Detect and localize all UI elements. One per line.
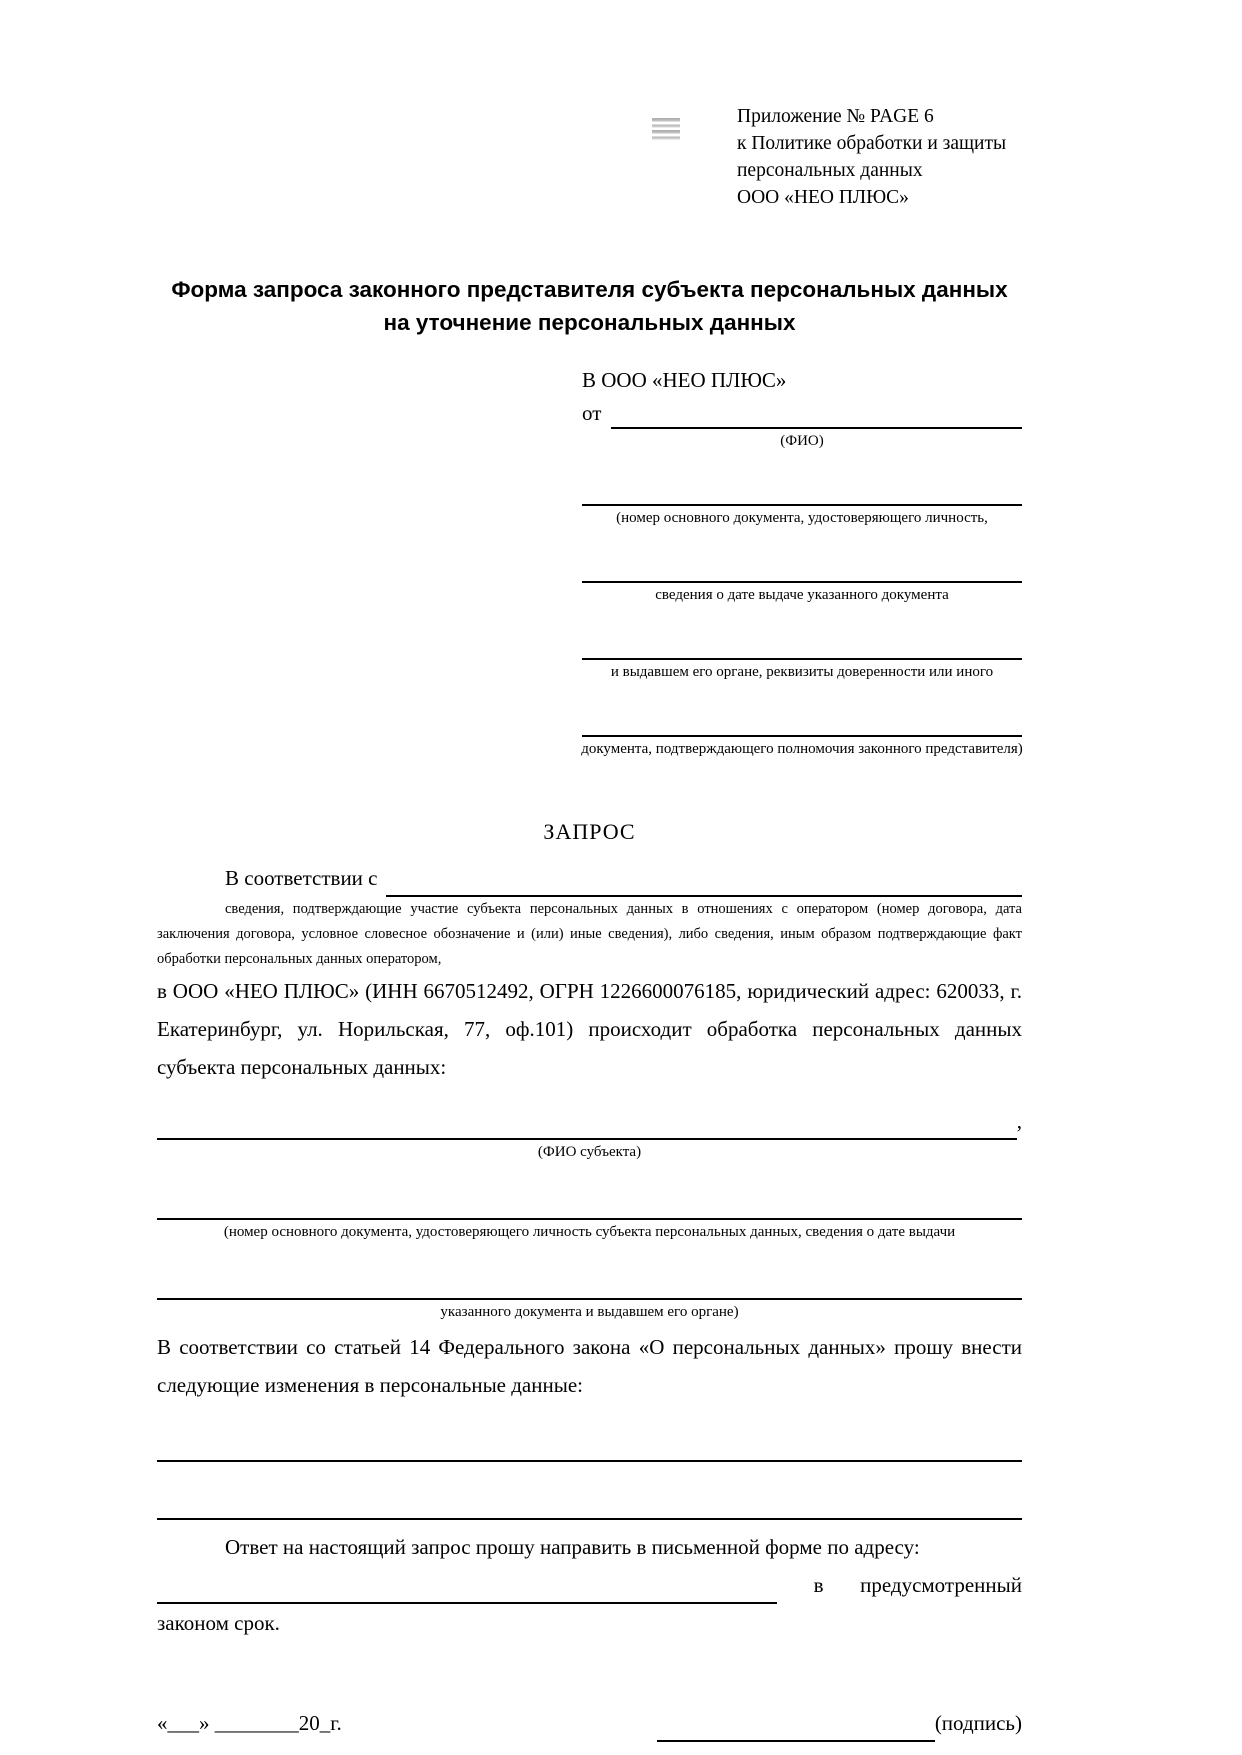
doc-caption-3: и выдавшем его органе, реквизиты доверенности или иного <box>610 664 994 680</box>
addressee-to: В ООО «НЕО ПЛЮС» <box>582 368 787 392</box>
reply-word-1: в <box>813 1573 824 1597</box>
law-paragraph: В соответствии со статьей 14 Федерального закона «О персональных данных» прошу внести следующие изменения в персональные данные: <box>157 1335 1022 1397</box>
changes-field-line-2 <box>157 1492 1022 1520</box>
form-title <box>157 273 1022 339</box>
company-name: ООО «НЕО ПЛЮС» <box>737 187 909 208</box>
representative-doc-field-line-4 <box>582 709 1022 737</box>
intro-row <box>157 859 1022 897</box>
reply-paragraph-line-1: Ответ на настоящий запрос прошу направить в письменной форме по адресу: <box>225 1535 920 1559</box>
from-row <box>582 398 1022 429</box>
subject-fio-field-line <box>157 1112 1017 1140</box>
operator-paragraph: в ООО «НЕО ПЛЮС» (ИНН 6670512492, ОГРН 1226600076185, юридический адрес: 620033, г. Екатеринбург, ул. Норильская, 77, оф.101) происходит обработка персональных данных субъекта персональных данных: <box>157 979 1022 1079</box>
basis-fine-print: сведения, подтверждающие участие субъекта персональных данных в отношениях с оператором (номер договора, дата заключения договора, условное словесное обозначение и (или) иные сведения), либо сведения, иным образом подтверждающие факт обработки персональных данных оператором, <box>157 901 1022 967</box>
basis-field-line <box>386 869 1023 897</box>
reply-address-field-line <box>157 1576 777 1604</box>
subject-fio-caption: (ФИО субъекта) <box>537 1144 642 1160</box>
addressee-block <box>582 365 1022 759</box>
fio-caption: (ФИО) <box>780 433 824 449</box>
doc-caption-2: сведения о дате выдаче указанного документа <box>655 587 949 603</box>
subject-doc-field-line-2 <box>157 1272 1022 1300</box>
subject-doc-caption-2: указанного документа и выдавшем его органе) <box>440 1304 739 1320</box>
reply-paragraph-end: законом срок. <box>157 1611 280 1635</box>
subject-doc-caption-1: (номер основного документа, удостоверяющего личность субъекта персональных данных, сведения о дате выдачи <box>223 1224 956 1240</box>
signature-caption: (подпись) <box>934 1711 1022 1735</box>
changes-field-line-1 <box>157 1434 1022 1462</box>
appendix-header <box>737 0 1022 211</box>
date-line: «___» ________20_г. <box>157 1711 342 1735</box>
reply-word-2: предусмотренный <box>860 1573 1022 1597</box>
request-heading: ЗАПРОС <box>543 819 636 844</box>
date-signature-row <box>157 1704 1022 1742</box>
representative-doc-field-line-1 <box>582 478 1022 506</box>
form-title-line-1: Форма запроса законного представителя субъекта персональных данных <box>171 277 1008 302</box>
subject-fio-comma: , <box>1016 1109 1022 1133</box>
policy-line-1: к Политике обработки и защиты <box>737 133 1007 154</box>
doc-caption-1: (номер основного документа, удостоверяющего личность, <box>616 510 988 526</box>
from-label: от <box>582 401 602 425</box>
subject-doc-field-line-1 <box>157 1192 1022 1220</box>
field-code-artifact-icon <box>652 118 680 142</box>
reply-address-row <box>157 1566 1022 1604</box>
signature-block <box>657 1704 1022 1742</box>
subject-fio-row <box>157 1102 1022 1140</box>
appendix-number-line: Приложение № PAGE 6 <box>737 106 934 127</box>
representative-fio-field-line <box>611 401 1022 429</box>
signature-field-line <box>657 1714 935 1742</box>
form-title-line-2: на уточнение персональных данных <box>383 310 796 335</box>
policy-line-2: персональных данных <box>737 160 923 181</box>
intro-prefix: В соответствии с <box>225 866 378 890</box>
doc-caption-4: документа, подтверждающего полномочия законного представителя) <box>581 741 1023 757</box>
representative-doc-field-line-3 <box>582 632 1022 660</box>
representative-doc-field-line-2 <box>582 555 1022 583</box>
